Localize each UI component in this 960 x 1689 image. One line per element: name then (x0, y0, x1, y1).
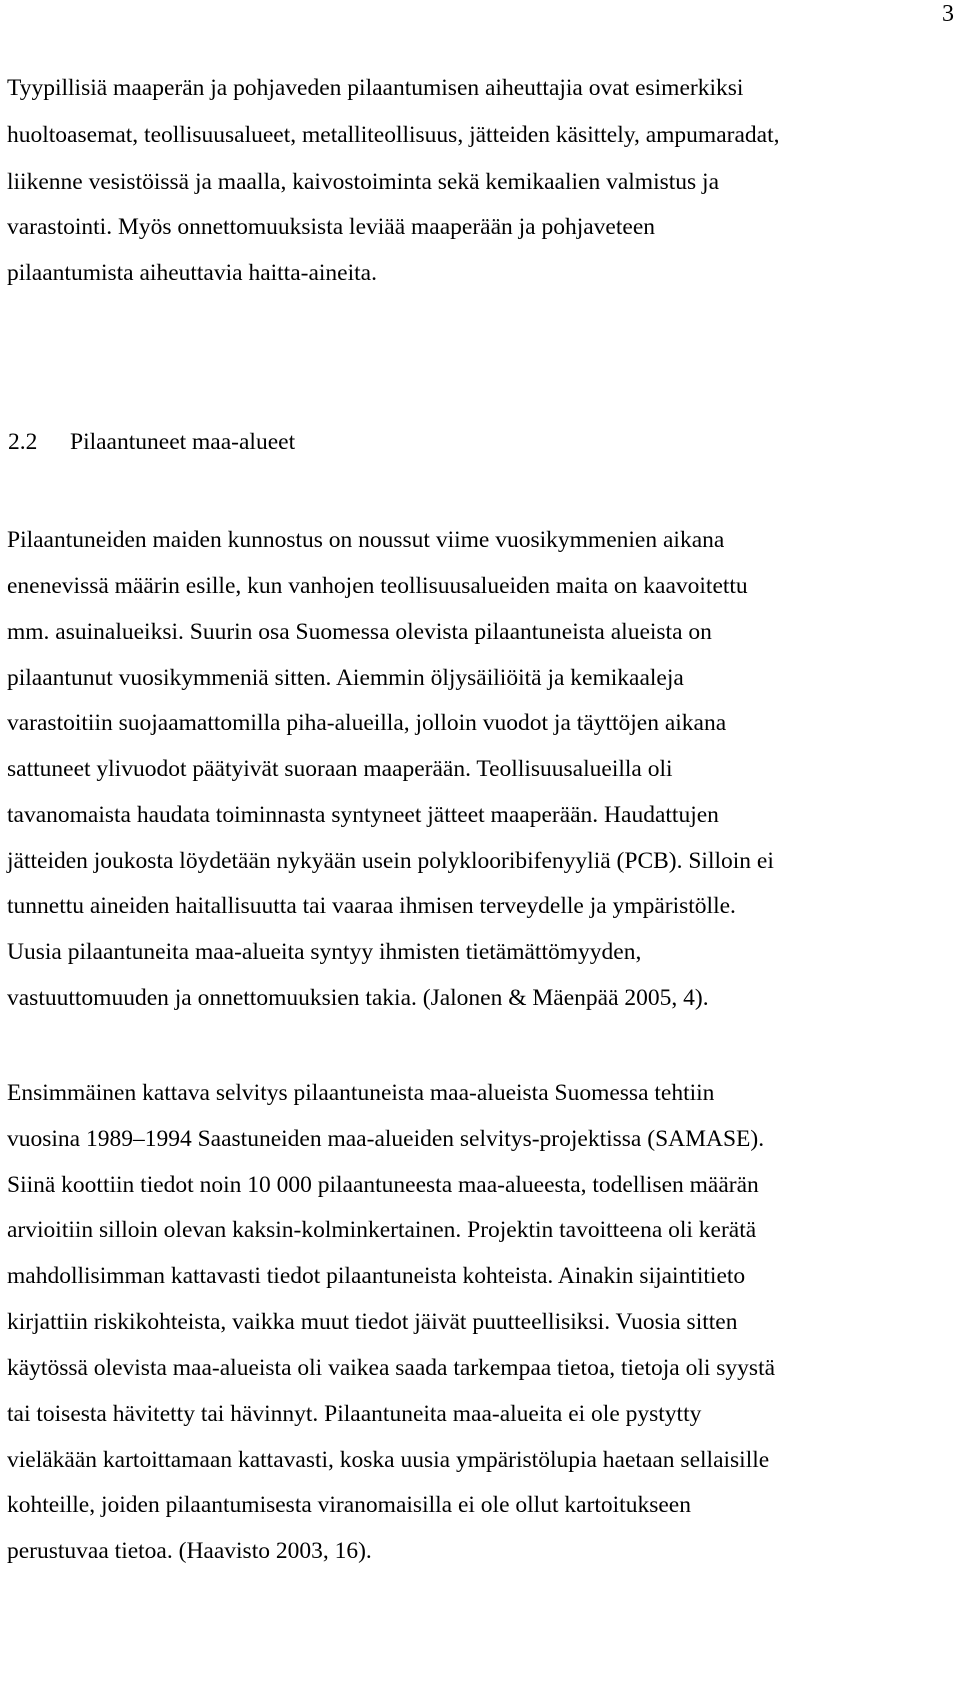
text-line: varastoitiin suojaamattomilla piha-alueilla, jolloin vuodot ja täyttöjen aikana (7, 710, 727, 736)
text-line: huoltoasemat, teollisuusalueet, metalliteollisuus, jätteiden käsittely, ampumaradat, (7, 122, 780, 148)
section-title: Pilaantuneet maa-alueet (70, 429, 296, 455)
section-number: 2.2 (8, 429, 38, 455)
text-line: enenevissä määrin esille, kun vanhojen teollisuusalueiden maita on kaavoitettu (7, 573, 748, 599)
text-line: sattuneet ylivuodot päätyivät suoraan maaperään. Teollisuusalueilla oli (7, 756, 673, 782)
text-line: perustuvaa tietoa. (Haavisto 2003, 16). (7, 1538, 372, 1564)
text-line: Uusia pilaantuneita maa-alueita syntyy ihmisten tietämättömyyden, (7, 939, 642, 965)
text-line: Siinä koottiin tiedot noin 10 000 pilaantuneesta maa-alueesta, todellisen määrän (7, 1172, 759, 1198)
page-number: 3 (942, 1, 954, 27)
text-line: liikenne vesistöissä ja maalla, kaivostoiminta sekä kemikaalien valmistus ja (7, 169, 720, 195)
text-line: käytössä olevista maa-alueista oli vaikea saada tarkempaa tietoa, tietoja oli syystä (7, 1355, 776, 1381)
text-line: pilaantumista aiheuttavia haitta-aineita. (7, 260, 377, 286)
text-line: tunnettu aineiden haitallisuutta tai vaaraa ihmisen terveydelle ja ympäristölle. (7, 893, 736, 919)
text-line: Pilaantuneiden maiden kunnostus on noussut viime vuosikymmenien aikana (7, 527, 725, 553)
text-line: pilaantunut vuosikymmeniä sitten. Aiemmin öljysäiliöitä ja kemikaaleja (7, 665, 684, 691)
text-line: Ensimmäinen kattava selvitys pilaantuneista maa-alueista Suomessa tehtiin (7, 1080, 715, 1106)
text-line: jätteiden joukosta löydetään nykyään usein polyklooribifenyyliä (PCB). Silloin ei (7, 848, 774, 874)
text-line: kohteille, joiden pilaantumisesta viranomaisilla ei ole ollut kartoitukseen (7, 1492, 691, 1518)
text-line: varastointi. Myös onnettomuuksista leviää maaperään ja pohjaveteen (7, 214, 656, 240)
text-line: vieläkään kartoittamaan kattavasti, koska uusia ympäristölupia haetaan sellaisille (7, 1447, 770, 1473)
text-line: tai toisesta hävitetty tai hävinnyt. Pilaantuneita maa-alueita ei ole pystytty (7, 1401, 702, 1427)
text-line: kirjattiin riskikohteista, vaikka muut tiedot jäivät puutteellisiksi. Vuosia sitten (7, 1309, 738, 1335)
text-line: mm. asuinalueiksi. Suurin osa Suomessa olevista pilaantuneista alueista on (7, 619, 712, 645)
text-line: Tyypillisiä maaperän ja pohjaveden pilaantumisen aiheuttajia ovat esimerkiksi (7, 75, 744, 101)
text-line: mahdollisimman kattavasti tiedot pilaantuneista kohteista. Ainakin sijaintitieto (7, 1263, 746, 1289)
text-line: arvioitiin silloin olevan kaksin-kolminkertainen. Projektin tavoitteena oli kerätä (7, 1217, 757, 1243)
text-line: vastuuttomuuden ja onnettomuuksien takia. (Jalonen & Mäenpää 2005, 4). (7, 985, 709, 1011)
text-line: vuosina 1989–1994 Saastuneiden maa-alueiden selvitys-projektissa (SAMASE). (7, 1126, 765, 1152)
text-line: tavanomaista haudata toiminnasta syntyneet jätteet maaperään. Haudattujen (7, 802, 719, 828)
